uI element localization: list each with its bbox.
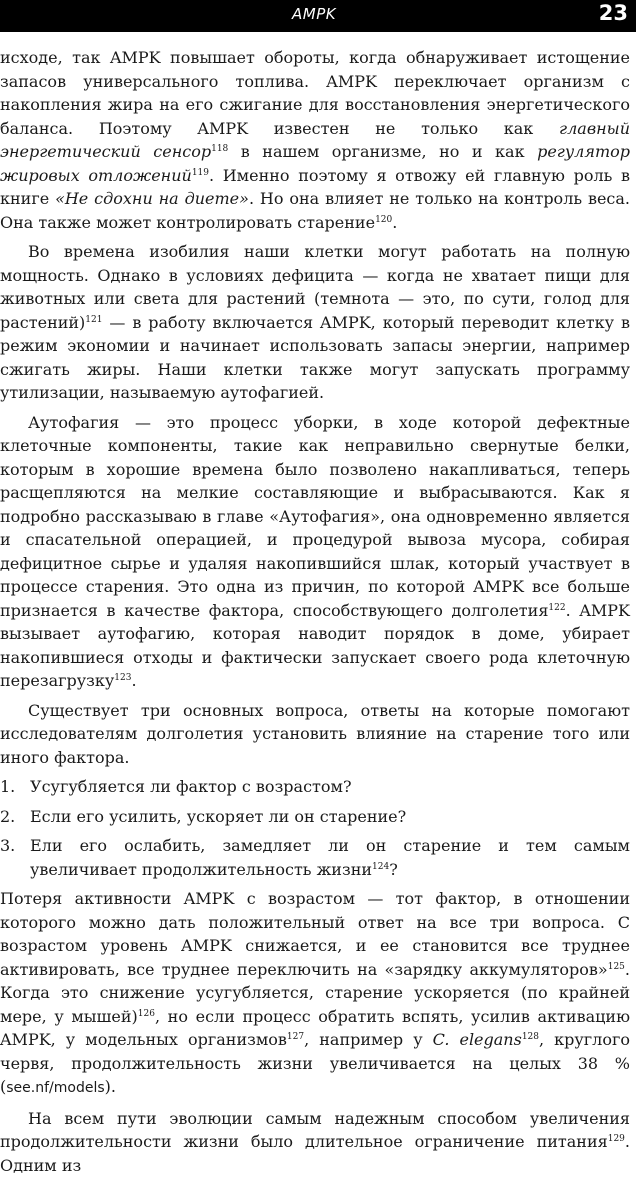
paragraph-2: Во времена изобилия наши клетки могут работать на полную мощность. Однако в условиях дефицита — когда не хватает пищи для животных или света для растений (темнота — это, по сути, голод для растений)$^{121}$ — в работу включается AMPK, который переводит клетку в режим экономии и начинает использовать запасы энергии, например сжигать жиры. Наши клетки также могут запускать программу утилизации, называемую аутофагией. bbox=[0, 240, 630, 405]
list-item: 2. Если его усилить, ускоряет ли он старение? bbox=[0, 805, 630, 829]
footnote-ref: 120 bbox=[375, 215, 392, 225]
footnote-ref: 118 bbox=[211, 144, 228, 154]
emphasis-main-sensor: главный энергетический сенсор bbox=[0, 119, 630, 162]
footnote-ref: 125 bbox=[608, 962, 625, 972]
list-number: 2. bbox=[0, 805, 15, 829]
footnote-ref: 126 bbox=[138, 1009, 155, 1019]
emphasis-fat-regulator: регулятор жировых отложений bbox=[0, 142, 630, 185]
footnote-ref: 128 bbox=[522, 1032, 539, 1042]
footnote-ref: 119 bbox=[192, 168, 209, 178]
species-name: C. elegans bbox=[433, 1030, 522, 1049]
footnote-ref: 123 bbox=[114, 673, 131, 683]
paragraph-3: Аутофагия — это процесс уборки, в ходе которой дефектные клеточные компоненты, такие как неправильно свернутые белки, которым в хорошие времена было позволено накапливаться, теперь расщепляются на мелкие составляющие и выбрасываются. Как я подробно рассказываю в главе «Аутофагия», она одновременно является и спасательной операцией, и процедурой вывоза мусора, собирая дефицитное сырье и удаляя накопившийся шлак, который участвует в процессе старения. Это одна из причин, по которой AMPK все больше признается в качестве фактора, способствующего долголетия$^{122}$. AMPK вызывает аутофагию, которая наводит порядок в доме, убирает накопившиеся отходы и фактически запускает своего рода клеточную перезагрузку$^{123}$. bbox=[0, 411, 630, 693]
page-header bbox=[0, 0, 636, 32]
models-link[interactable]: see.nf/models bbox=[6, 1080, 104, 1096]
paragraph-4: Существует три основных вопроса, ответы на которые помогают исследователям долголетия установить влияние на старение того или иного фактора. bbox=[0, 699, 630, 770]
footnote-ref: 129 bbox=[608, 1134, 625, 1144]
footnote-ref: 127 bbox=[287, 1032, 304, 1042]
paragraph-5: Потеря активности AMPK с возрастом — тот фактор, в отношении которого можно дать положительный ответ на все три вопроса. С возрастом уровень AMPK снижается, и ее становится все труднее активировать, все труднее переключить на «зарядку аккумуляторов»$^{125}$. Когда это снижение усугубляется, старение ускоряется (по крайней мере, у мышей)$^{126}$, но если процесс обратить вспять, усилив активацию AMPK, у модельных организмов$^{127}$, например у C. elegans$^{128}$, круглого червя, продолжительность жизни увеличивается на целых 38 % (see.nf/models). bbox=[0, 887, 630, 1101]
paragraph-1: исходе, так AMPK повышает обороты, когда обнаруживает истощение запасов универсального топлива. AMPK переключает организм с накопления жира на его сжигание для восстановления энергетического баланса. Поэтому AMPK известен не только как главный энергетический сенсор$^{118}$ в нашем организме, но и как регулятор жировых отложений$^{119}$. Именно поэтому я отвожу ей главную роль в книге «Не сдохни на диете». Но она влияет не только на контроль веса. Она также может контролировать старение$^{120}$. bbox=[0, 46, 630, 234]
paragraph-6: На всем пути эволюции самым надежным способом увеличения продолжительности жизни было длительное ограничение питания$^{129}$. Одним из bbox=[0, 1107, 630, 1177]
questions-list bbox=[0, 775, 630, 881]
book-title: «Не сдохни на диете» bbox=[55, 189, 249, 208]
footnote-ref: 121 bbox=[85, 315, 102, 325]
list-item: 3. Ели его ослабить, замедляет ли он старение и тем самым увеличивает продолжительность жизни$^{124}$? bbox=[0, 834, 630, 881]
list-item: 1. Усугубляется ли фактор с возрастом? bbox=[0, 775, 630, 799]
footnote-ref: 124 bbox=[372, 862, 389, 872]
running-title: AMPK bbox=[292, 5, 336, 23]
page-number: 23 bbox=[599, 1, 628, 25]
list-number: 3. bbox=[0, 834, 15, 858]
page-body bbox=[0, 46, 630, 1177]
footnote-ref: 122 bbox=[548, 603, 565, 613]
list-number: 1. bbox=[0, 775, 15, 799]
